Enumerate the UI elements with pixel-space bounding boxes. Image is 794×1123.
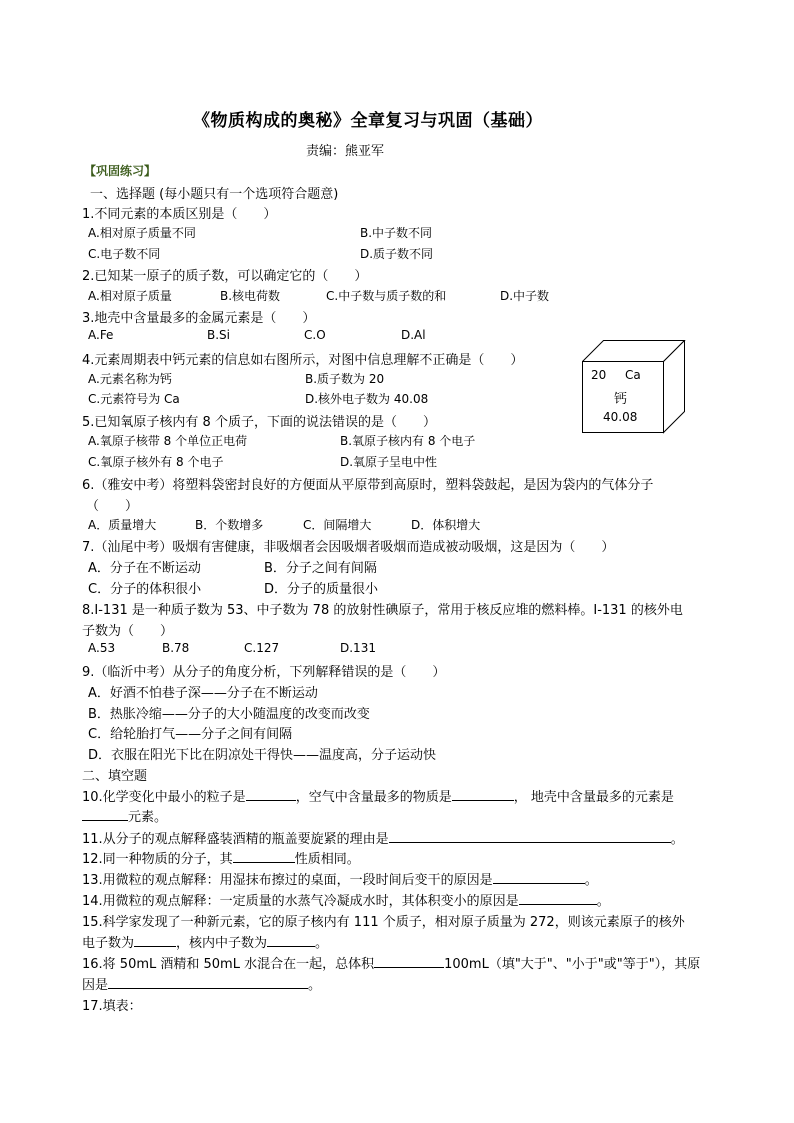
q6-option-a: A．质量增大: [88, 518, 157, 532]
q16-text-3: 因是: [82, 978, 109, 993]
q2-option-d: D.中子数: [500, 289, 550, 303]
q15-line2: [82, 932, 328, 951]
q2-option-a: A.相对原子质量: [88, 289, 172, 303]
q9-option-b: B．热胀冷缩——分子的大小随温度的改变而改变: [88, 707, 370, 722]
q15-text-4: 。: [315, 936, 329, 951]
q17-label: 17.填表：: [82, 999, 142, 1014]
q4-option-a: A.元素名称为钙: [88, 372, 172, 386]
q4-option-c: C.元素符号为 Ca: [88, 392, 180, 406]
q1-option-c: C.电子数不同: [88, 247, 161, 261]
q11-line: [82, 828, 684, 847]
q10-blank-1[interactable]: [246, 788, 296, 801]
q7-option-b: B．分子之间有间隔: [264, 561, 377, 576]
element-card-face: [582, 361, 664, 433]
q13-line: [82, 869, 598, 888]
q10-blank-3[interactable]: [82, 808, 128, 821]
q14-text-2: 。: [596, 894, 610, 909]
q1-option-b: B.中子数不同: [360, 226, 433, 240]
q10-text-3: ， 地壳中含量最多的元素是: [513, 790, 674, 805]
q1-option-a: A.相对原子质量不同: [88, 226, 196, 240]
q10-blank-2[interactable]: [452, 788, 514, 801]
q14-line: [82, 890, 610, 909]
q9-stem: 9.（临沂中考）从分子的角度分析，下列解释错误的是（ ）: [82, 665, 446, 680]
q11-blank[interactable]: [389, 830, 671, 843]
q3-option-c: C.O: [304, 328, 326, 342]
q4-option-d: D.核外电子数为 40.08: [305, 392, 429, 406]
q12-blank[interactable]: [233, 850, 295, 863]
q7-option-d: D．分子的质量很小: [264, 582, 379, 597]
q12-text-2: 性质相同。: [294, 852, 360, 867]
q7-option-c: C．分子的体积很小: [88, 582, 202, 597]
q2-stem: 2.已知某一原子的质子数，可以确定它的（ ）: [82, 269, 368, 284]
q12-text-1: 12.同一种物质的分子，其: [82, 852, 233, 867]
q1-stem: 1.不同元素的本质区别是（ ）: [82, 207, 277, 222]
atomic-number: 20: [591, 368, 607, 382]
q4-option-b: B.质子数为 20: [305, 372, 385, 386]
q2-option-c: C.中子数与质子数的和: [326, 289, 447, 303]
q15-blank-2[interactable]: [267, 934, 315, 947]
q13-text-2: 。: [584, 873, 598, 888]
q8-option-d: D.131: [340, 641, 376, 655]
q15-text-2: 电子数为: [82, 936, 135, 951]
element-name: 钙: [614, 392, 628, 407]
q15-text-3: ，核内中子数为: [176, 936, 268, 951]
q8-stem-line1: 8.I-131 是一种质子数为 53、中子数为 78 的放射性碘原子，常用于核反应堆的燃料棒。I-131 的核外电: [82, 603, 683, 618]
q8-stem-line2: 子数为（ ）: [82, 624, 174, 639]
q3-option-b: B.Si: [207, 328, 230, 342]
q10-line1: [82, 786, 674, 805]
q6-stem-line2: （ ）: [86, 499, 139, 514]
q8-option-a: A.53: [88, 641, 116, 655]
q5-option-c: C.氧原子核外有 8 个电子: [88, 455, 224, 469]
q9-option-d: D．衣服在阳光下比在阴凉处干得快——温度高，分子运动快: [88, 748, 437, 763]
q6-option-b: B．个数增多: [195, 518, 264, 532]
atomic-mass: 40.08: [603, 410, 638, 424]
q8-option-b: B.78: [162, 641, 190, 655]
q11-text-1: 11.从分子的观点解释盛装酒精的瓶盖要旋紧的理由是: [82, 832, 389, 847]
q8-option-c: C.127: [244, 641, 280, 655]
q14-blank[interactable]: [519, 892, 597, 905]
q3-option-a: A.Fe: [88, 328, 114, 342]
q16-text-4: 。: [308, 978, 322, 993]
q16-text-2: 100mL（填"大于"、"小于"或"等于"），其原: [444, 957, 701, 972]
q6-stem-line1: 6.（雅安中考）将塑料袋密封良好的方便面从平原带到高原时，塑料袋鼓起，是因为袋内的气体分子: [82, 478, 654, 493]
section-tag: 【巩固练习】: [84, 164, 157, 178]
part-two-heading: 二、填空题: [82, 769, 148, 784]
q3-option-d: D.Al: [401, 328, 426, 342]
editor-line: 责编：熊亚军: [306, 144, 385, 159]
page-title: 《物质构成的奥秘》全章复习与巩固（基础）: [193, 111, 543, 131]
q11-text-2: 。: [670, 832, 684, 847]
q16-text-1: 16.将 50mL 酒精和 50mL 水混合在一起，总体积: [82, 957, 375, 972]
q6-option-d: D．体积增大: [411, 518, 481, 532]
q16-blank-1[interactable]: [374, 955, 444, 968]
q10-text-2: ，空气中含量最多的物质是: [295, 790, 452, 805]
calcium-element-card: [582, 340, 686, 434]
q16-blank-2[interactable]: [108, 976, 308, 989]
q15-blank-1[interactable]: [134, 934, 176, 947]
q3-stem: 3.地壳中含量最多的金属元素是（ ）: [82, 311, 316, 326]
q5-stem: 5.已知氧原子核内有 8 个质子，下面的说法错误的是（ ）: [82, 415, 436, 430]
q5-option-a: A.氧原子核带 8 个单位正电荷: [88, 434, 248, 448]
q15-line1: 15.科学家发现了一种新元素，它的原子核内有 111 个质子，相对原子质量为 272，则该元素原子的核外: [82, 915, 685, 930]
q7-option-a: A．分子在不断运动: [88, 561, 201, 576]
q9-option-c: C．给轮胎打气——分子之间有间隔: [88, 727, 293, 742]
q5-option-d: D.氧原子呈电中性: [340, 455, 438, 469]
q13-text-1: 13.用微粒的观点解释：用湿抹布擦过的桌面，一段时间后变干的原因是: [82, 873, 493, 888]
q9-option-a: A．好酒不怕巷子深——分子在不断运动: [88, 686, 318, 701]
q16-line1: [82, 953, 700, 972]
q10-text-1: 10.化学变化中最小的粒子是: [82, 790, 246, 805]
q12-line: [82, 848, 360, 867]
part-one-heading: 一、选择题 (每小题只有一个选项符合题意): [90, 187, 339, 202]
q7-stem: 7.（汕尾中考）吸烟有害健康，非吸烟者会因吸烟者吸烟而造成被动吸烟，这是因为（ ）: [82, 540, 615, 555]
q6-option-c: C．间隔增大: [303, 518, 372, 532]
q14-text-1: 14.用微粒的观点解释：一定质量的水蒸气冷凝成水时，其体积变小的原因是: [82, 894, 519, 909]
q10-line2: [82, 806, 167, 825]
q5-option-b: B.氧原子核内有 8 个电子: [340, 434, 476, 448]
q16-line2: [82, 974, 321, 993]
q13-blank[interactable]: [493, 871, 585, 884]
element-symbol: Ca: [625, 368, 641, 382]
q10-text-4: 元素。: [128, 810, 168, 825]
q2-option-b: B.核电荷数: [220, 289, 281, 303]
q1-option-d: D.质子数不同: [360, 247, 434, 261]
q4-stem: 4.元素周期表中钙元素的信息如右图所示，对图中信息理解不正确是（ ）: [82, 353, 524, 368]
